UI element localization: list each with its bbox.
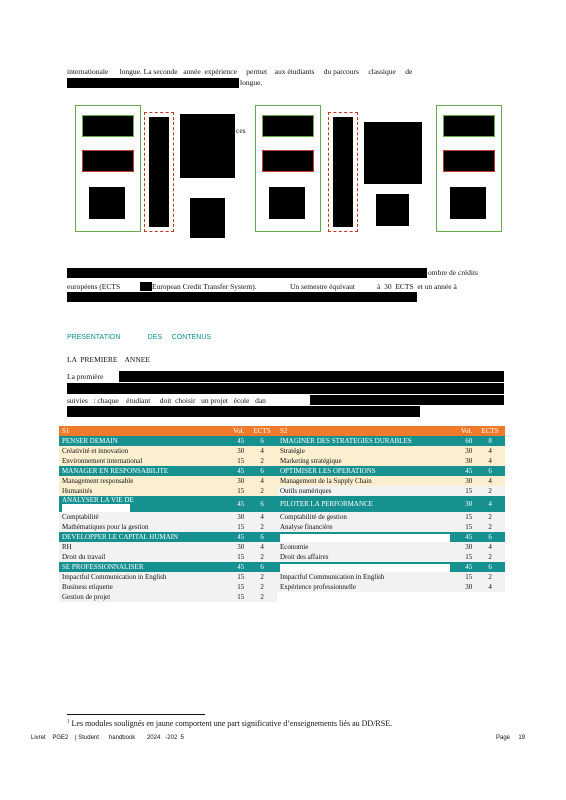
course-volume: 30 (453, 456, 475, 466)
course-row (59, 592, 505, 602)
module-row (59, 496, 505, 512)
module-ects: 6 (247, 466, 277, 476)
module-title: OPTIMISER LES OPERATIONS (277, 466, 453, 476)
redaction-bar (310, 395, 504, 405)
course-name: Comptabilité (59, 512, 225, 522)
course-volume: 30 (453, 446, 475, 456)
header-cell-vol: Vol. (225, 426, 247, 436)
redaction-bar (67, 383, 504, 394)
diagram-box (436, 105, 502, 232)
redaction-box (280, 534, 450, 542)
footnote (67, 719, 392, 728)
course-ects: 4 (475, 456, 505, 466)
curriculum-table (59, 426, 505, 602)
course-ects: 4 (247, 512, 277, 522)
header-cell-ects2: ECTS (475, 426, 505, 436)
course-name: RH (59, 542, 225, 552)
module-volume: 45 (225, 436, 247, 446)
course-name: Marketing stratégique (277, 456, 453, 466)
course-ects: 4 (247, 476, 277, 486)
course-ects: 2 (475, 486, 505, 496)
course-volume: 15 (225, 486, 247, 496)
course-volume: 30 (225, 476, 247, 486)
course-ects: 2 (247, 552, 277, 562)
course-name: Business etiquette (59, 582, 225, 592)
intro-line-2-end: longue. (240, 78, 263, 87)
diagram-fragment: ces (236, 126, 246, 135)
course-volume: 15 (225, 552, 247, 562)
course-name: Droit des affaires (277, 552, 453, 562)
module-title: PILOTER LA PERFORMANCE (277, 496, 453, 512)
diagram-center-right (360, 105, 428, 232)
module-title: ANALYSER LA VIE DE (59, 496, 225, 512)
course-name: Expérience professionnelle (277, 582, 453, 592)
course-name: Gestion de projet (59, 592, 225, 602)
section-title: PRESENTATION DES CONTENUS (67, 334, 212, 341)
ects-line-2b: European Credit Transfer System). (152, 282, 257, 291)
header-cell-ects: ECTS (247, 426, 277, 436)
course-ects: 4 (247, 446, 277, 456)
course-ects: 4 (475, 542, 505, 552)
course-row (59, 486, 505, 496)
course-ects: 2 (247, 486, 277, 496)
course-name: Humanités (59, 486, 225, 496)
module-volume: 45 (225, 466, 247, 476)
ects-line-2a: européens (ECTS (67, 282, 121, 291)
module-ects: 6 (247, 496, 277, 512)
module-volume: 45 (453, 562, 475, 572)
course-volume: 15 (225, 582, 247, 592)
course-ects: 2 (475, 572, 505, 582)
course-ects: 4 (247, 542, 277, 552)
intro-line-1: internationale longue. La seconde année expérience permet aux étudiants du parcours classique de (67, 67, 413, 76)
course-row (59, 456, 505, 466)
table-header-row (59, 426, 505, 436)
module-title: MANAGER EN RESPONSABILITE (59, 466, 225, 476)
module-ects: 6 (247, 532, 277, 542)
course-volume: 15 (225, 572, 247, 582)
module-title (277, 532, 453, 542)
module-ects: 6 (247, 436, 277, 446)
module-title: SE PROFESSIONNALISER (59, 562, 225, 572)
redaction-bar (67, 292, 417, 302)
footnote-text: Les modules soulignés en jaune comportent une part significative d’enseignements liés au DD/RSE. (71, 719, 393, 728)
module-volume: 45 (453, 532, 475, 542)
course-name: Créativité et innovation (59, 446, 225, 456)
course-row (59, 476, 505, 486)
section-subtitle: LA PREMIERE ANNEE (67, 355, 150, 364)
module-row (59, 466, 505, 476)
course-ects: 4 (475, 446, 505, 456)
course-name: Management responsable (59, 476, 225, 486)
diagram-dashed-box (328, 112, 358, 232)
course-ects: 4 (475, 476, 505, 486)
course-volume: 15 (453, 552, 475, 562)
footer-left: Livret PGE2 | Student handbook 2024 -202 5 (31, 735, 184, 741)
ects-line-1-end: ombre de crédits (428, 268, 478, 277)
course-row (59, 522, 505, 532)
header-cell-s1: S1 (59, 426, 225, 436)
module-volume: 45 (453, 466, 475, 476)
course-name: Impactful Communication in English (59, 572, 225, 582)
header-cell-vol2: Vol. (453, 426, 475, 436)
page-number: Page 19 (496, 735, 526, 741)
course-volume: 30 (453, 476, 475, 486)
module-volume: 45 (225, 562, 247, 572)
module-ects: 6 (247, 562, 277, 572)
course-ects: 2 (475, 512, 505, 522)
diagram-box (255, 105, 321, 232)
course-name: Comptabilité de gestion (277, 512, 453, 522)
module-ects: 4 (475, 496, 505, 512)
module-volume: 45 (225, 496, 247, 512)
course-volume: 15 (453, 522, 475, 532)
module-volume: 60 (453, 436, 475, 446)
course-row (59, 572, 505, 582)
course-row (59, 512, 505, 522)
paragraph-start: La première (67, 372, 104, 381)
redaction-bar (119, 371, 504, 382)
redaction-bar (67, 406, 420, 417)
course-ects: 2 (247, 592, 277, 602)
course-volume (453, 592, 475, 602)
redaction-bar (67, 268, 427, 278)
diagram-box (75, 105, 141, 232)
course-ects: 2 (247, 522, 277, 532)
diagram-dashed-box (144, 112, 174, 232)
module-title (277, 562, 453, 572)
course-name: Droit du travail (59, 552, 225, 562)
course-volume: 30 (225, 542, 247, 552)
footnote-mark: 1 (67, 719, 70, 725)
course-name: Stratégie (277, 446, 453, 456)
course-ects: 4 (475, 582, 505, 592)
course-volume: 30 (453, 582, 475, 592)
course-row (59, 542, 505, 552)
paragraph-line-3: suivies : chaque étudiant doit choisir un projet école dan (67, 396, 266, 405)
course-ects (475, 592, 505, 602)
course-name: Outils numériques (277, 486, 453, 496)
course-volume: 15 (453, 572, 475, 582)
course-volume: 15 (453, 512, 475, 522)
course-volume: 30 (225, 446, 247, 456)
module-ects: 6 (475, 532, 505, 542)
module-title: IMAGINER DES STRATEGIES DURABLES (277, 436, 453, 446)
course-name: Analyse financière (277, 522, 453, 532)
module-volume: 45 (225, 532, 247, 542)
redaction-bar (140, 282, 152, 291)
course-volume: 15 (225, 456, 247, 466)
course-row (59, 552, 505, 562)
course-name: Mathématiques pour la gestion (59, 522, 225, 532)
ects-line-2d: à 30 ECTS et un année à (377, 282, 457, 291)
course-volume: 30 (225, 512, 247, 522)
module-volume: 30 (453, 496, 475, 512)
diagram-center-left (176, 105, 246, 232)
module-ects: 8 (475, 436, 505, 446)
course-ects: 2 (247, 582, 277, 592)
header-cell-s2: S2 (277, 426, 453, 436)
course-ects: 2 (247, 572, 277, 582)
redaction-box (62, 504, 130, 512)
ects-line-2c: Un semestre équivaut (290, 282, 355, 291)
course-volume: 30 (453, 542, 475, 552)
course-name: Impactful Communication in English (277, 572, 453, 582)
course-name: Economie (277, 542, 453, 552)
module-title: DEVELOPPER LE CAPITAL HUMAIN (59, 532, 225, 542)
course-ects: 2 (475, 552, 505, 562)
course-name: Management de la Supply Chain (277, 476, 453, 486)
footnote-divider (67, 714, 205, 715)
course-volume: 15 (225, 592, 247, 602)
module-row (59, 562, 505, 572)
module-title: PENSER DEMAIN (59, 436, 225, 446)
module-ects: 6 (475, 562, 505, 572)
module-row (59, 436, 505, 446)
course-name: Environnement international (59, 456, 225, 466)
course-ects: 2 (247, 456, 277, 466)
redaction-bar (67, 78, 239, 88)
course-volume: 15 (453, 486, 475, 496)
module-ects: 6 (475, 466, 505, 476)
redaction-box (280, 564, 450, 572)
course-row (59, 446, 505, 456)
course-volume: 15 (225, 522, 247, 532)
course-row (59, 582, 505, 592)
course-name (277, 592, 453, 602)
course-ects: 2 (475, 522, 505, 532)
module-row (59, 532, 505, 542)
